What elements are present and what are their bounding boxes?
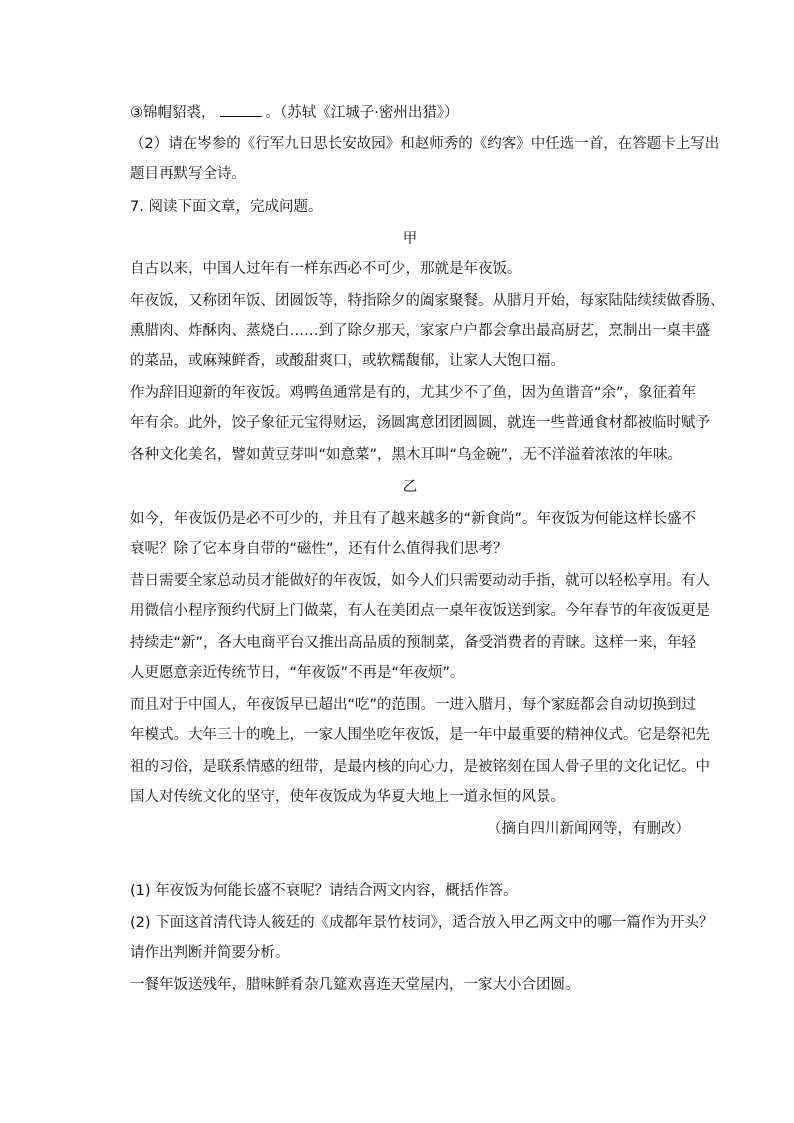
sub-question-2-line-1: (2) 下面这首清代诗人筱廷的《成都年景竹枝词》，适合放入甲乙两文中的哪一篇作为开头？ (130, 915, 714, 931)
yi-line-8: 年模式。大年三十的晚上，一家人围坐吃年夜饭，是一年中最重要的精神仪式。它是祭祀先 (130, 727, 710, 743)
poem-line-3 (130, 102, 690, 123)
section-jia-heading: 甲 (402, 231, 418, 247)
yi-line-5: 持续走“新”，各大电商平台又推出高品质的预制菜，备受消费者的青睐。这样一来，年轻 (130, 635, 697, 651)
jia-line-6: 年有余。此外，饺子象征元宝得财运，汤圆寓意团团圆圆，就连一些普通食材都被临时赋予 (130, 415, 710, 431)
jia-line-2: 年夜饭，又称团年饭、团圆饭等，特指除夕的阖家聚餐。从腊月开始，每家陆陆续续做香肠、 (130, 293, 725, 309)
yi-line-4: 用微信小程序预约代厨上门做菜，有人在美团点一桌年夜饭送到家。今年春节的年夜饭更是 (130, 603, 710, 619)
jia-line-4: 的菜品，或麻辣鲜香，或酸甜爽口，或软糯馥郁，让家人大饱口福。 (130, 353, 565, 369)
section-yi-heading: 乙 (402, 479, 418, 495)
yi-line-10: 国人对传统文化的坚守，使年夜饭成为华夏大地上一道永恒的风景。 (130, 789, 565, 805)
poem-line-3-after: 。（苏轼《江城子·密州出猎》） (265, 105, 459, 121)
yi-line-1: 如今，年夜饭仍是必不可少的，并且有了越来越多的“新食尚”。年夜饭为何能这样长盛不 (130, 511, 697, 527)
jia-line-7: 各种文化美名，譬如黄豆芽叫“如意菜”，黑木耳叫“乌金碗”，无不洋溢着浓浓的年味。 (130, 447, 683, 463)
yi-line-3: 昔日需要全家总动员才能做好的年夜饭，如今人们只需要动动手指，就可以轻松享用。有人 (130, 573, 710, 589)
question-2-line-1: （2）请在岑参的《行军九日思长安故园》和赵师秀的《约客》中任选一首，在答题卡上写出 (130, 136, 720, 152)
yi-line-9: 祖的习俗，是联系情感的纽带，是最内核的向心力，是被铭刻在国人骨子里的文化记忆。中 (130, 759, 710, 775)
sub-question-1: (1) 年夜饭为何能长盛不衰呢？请结合两文内容，概括作答。 (130, 883, 518, 899)
jia-line-1: 自古以来，中国人过年有一样东西必不可少，那就是年夜饭。 (130, 261, 522, 277)
yi-line-6: 人更愿意亲近传统节日，“年夜饭”不再是“年夜烦”。 (130, 665, 465, 681)
yi-line-2: 衰呢？除了它本身自带的“磁性”，还有什么值得我们思考？ (130, 541, 508, 557)
poem-quote: 一餐年饭送残年，腊味鲜肴杂几筵欢喜连天堂屋内，一家大小合团圆。 (130, 977, 580, 993)
jia-line-3: 熏腊肉、炸酥肉、蒸烧白……到了除夕那天，家家户户都会拿出最高厨艺，烹制出一桌丰盛 (130, 323, 710, 339)
yi-line-7: 而且对于中国人，年夜饭早已超出“吃”的范围。一进入腊月，每个家庭都会自动切换到过 (130, 697, 697, 713)
sub-question-2-line-2: 请作出判断并简要分析。 (130, 945, 290, 961)
poem-line-3-before: ③锦帽貂裘， (130, 105, 216, 121)
fill-in-blank[interactable] (220, 102, 262, 117)
source-note: （摘自四川新闻网等，有删改） (487, 821, 690, 837)
jia-line-5: 作为辞旧迎新的年夜饭。鸡鸭鱼通常是有的，尤其少不了鱼，因为鱼谐音“余”，象征着年 (130, 385, 697, 401)
question-2-line-2: 题目再默写全诗。 (130, 166, 246, 182)
question-7-title: 7. 阅读下面文章，完成问题。 (130, 199, 323, 215)
